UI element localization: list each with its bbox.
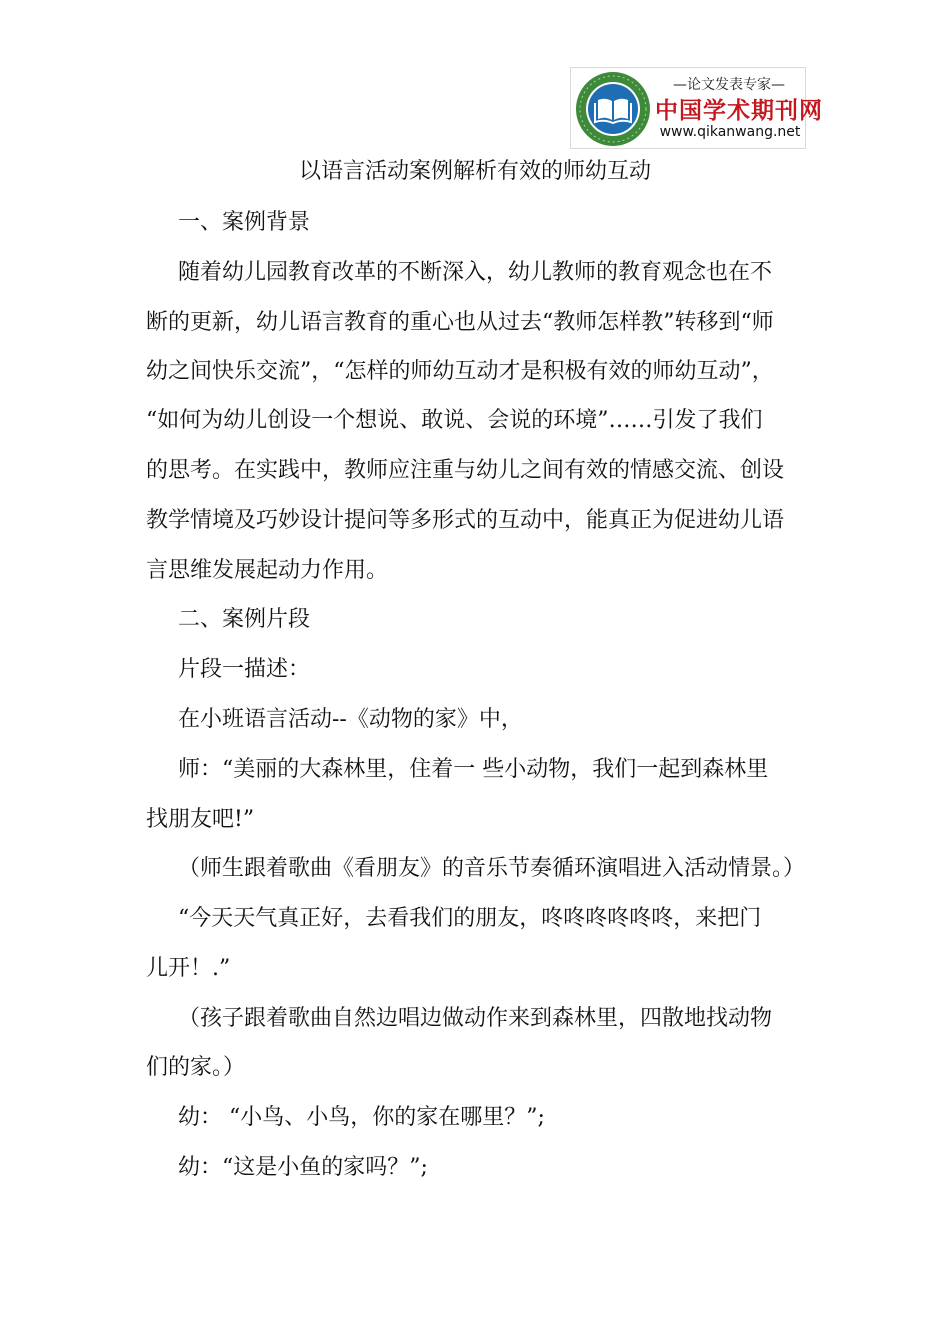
section-heading: 二、案例片段 xyxy=(178,607,311,632)
globe-book-icon xyxy=(573,70,653,148)
paragraph-line: 教学情境及巧妙设计提问等多形式的互动中，能真正为促进幼儿语 xyxy=(146,508,785,533)
paragraph-line: 随着幼儿园教育改革的不断深入，幼儿教师的教育观念也在不 xyxy=(178,260,773,285)
paragraph-line: （师生跟着歌曲《看朋友》的音乐节奏循环演唱进入活动情景。） xyxy=(178,856,806,881)
logo-tagline: —论文发表专家— xyxy=(673,77,785,93)
paragraph-line: “今天天气真正好，去看我们的朋友，咚咚咚咚咚咚，来把门 xyxy=(178,906,762,931)
paragraph-line: 师：“美丽的大森林里，住着一 些小动物，我们一起到森林里 xyxy=(178,757,769,782)
paragraph-line: 的思考。在实践中，教师应注重与幼儿之间有效的情感交流、创设 xyxy=(146,458,785,483)
logo-url: www.qikanwang.net xyxy=(659,124,801,140)
paragraph-line: 儿开！.” xyxy=(146,956,231,981)
site-logo xyxy=(570,67,823,149)
document-title: 以语言活动案例解析有效的师幼互动 xyxy=(298,159,651,184)
paragraph-line: 在小班语言活动--《动物的家》中， xyxy=(178,707,523,732)
paragraph-line: 言思维发展起动力作用。 xyxy=(146,558,389,583)
paragraph-line: 片段一描述： xyxy=(178,657,311,682)
paragraph-line: 幼之间快乐交流”，“怎样的师幼互动才是积极有效的师幼互动”， xyxy=(146,359,774,384)
section-heading: 一、案例背景 xyxy=(178,210,311,235)
paragraph-line: （孩子跟着歌曲自然边唱边做动作来到森林里，四散地找动物 xyxy=(178,1006,773,1031)
paragraph-line: 幼：“这是小鱼的家吗？”; xyxy=(178,1155,428,1180)
paragraph-line: 幼： “小鸟、小鸟，你的家在哪里？”; xyxy=(178,1105,545,1130)
paragraph-line: 断的更新，幼儿语言教育的重心也从过去“教师怎样教”转移到“师 xyxy=(146,310,774,335)
paragraph-line: 找朋友吧!” xyxy=(146,807,255,832)
logo-name: 中国学术期刊网 xyxy=(655,98,823,124)
paragraph-line: 们的家。） xyxy=(146,1055,246,1080)
paragraph-line: “如何为幼儿创设一个想说、敢说、会说的环境”……引发了我们 xyxy=(146,408,763,433)
